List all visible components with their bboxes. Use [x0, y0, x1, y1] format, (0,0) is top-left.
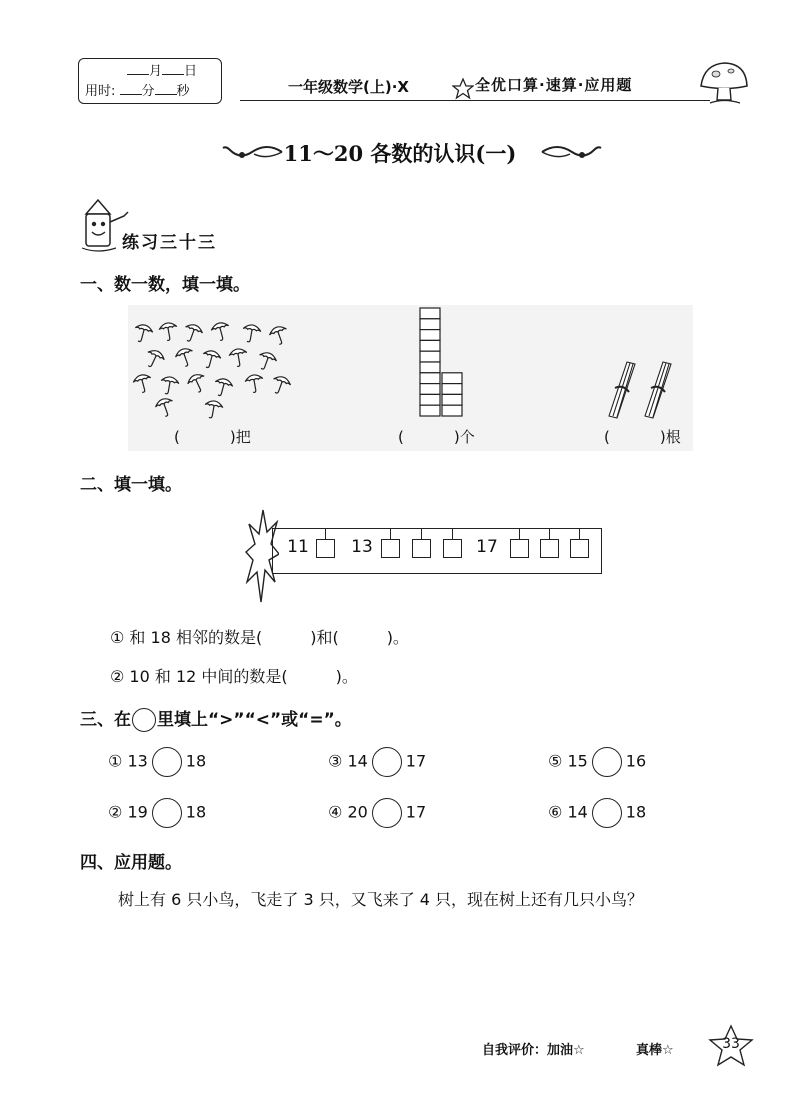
page-number: 33	[722, 1036, 740, 1052]
compare-circle[interactable]	[372, 798, 402, 828]
item-number: ⑤	[548, 751, 563, 771]
number-line-blank[interactable]	[443, 539, 462, 558]
number-line-value: 17	[476, 537, 498, 557]
left-number: 15	[567, 751, 588, 771]
right-number: 18	[185, 751, 207, 771]
compare-item	[548, 747, 646, 777]
self-evaluation-label: 自我评价：加油☆	[482, 1043, 585, 1058]
time-label: 用时:	[85, 84, 116, 99]
right-number: 18	[625, 802, 647, 822]
left-number: 20	[347, 802, 368, 822]
compare-circle[interactable]	[372, 747, 402, 777]
section4-title: 四、应用题。	[80, 853, 182, 873]
right-number: 17	[405, 802, 427, 822]
umbrella-count-blank[interactable]	[174, 426, 251, 447]
second-label: 秒	[176, 84, 190, 99]
number-line-value: 11	[287, 537, 309, 557]
page-title: 11～20 各数的认识(一)	[283, 141, 517, 166]
compare-item	[108, 798, 206, 828]
number-line	[272, 528, 602, 574]
series-slogan: 全优口算·速算·应用题	[475, 76, 633, 94]
left-number: 13	[127, 751, 148, 771]
star-icon	[452, 78, 474, 100]
number-line-blank[interactable]	[316, 539, 335, 558]
umbrellas-figure	[128, 318, 298, 423]
compare-circle[interactable]	[592, 798, 622, 828]
paren-open: (	[174, 428, 180, 446]
stick-count-blank[interactable]	[604, 426, 681, 447]
compare-circle[interactable]	[152, 747, 182, 777]
right-ornament-icon	[540, 138, 602, 166]
number-line-value: 13	[351, 537, 373, 557]
cubes-figure	[418, 306, 466, 418]
right-number: 17	[405, 751, 427, 771]
stick-unit-label: )根	[659, 428, 681, 446]
section3-title-suffix: 里填上“>”“<”或“=”。	[157, 710, 352, 730]
question-neighbors-18[interactable]: ① 和 18 相邻的数是( )和( )。	[110, 628, 409, 647]
compare-circle[interactable]	[592, 747, 622, 777]
great-label: 真棒☆	[636, 1043, 674, 1058]
paren-open: (	[398, 428, 404, 446]
compare-item	[108, 747, 206, 777]
item-number: ⑥	[548, 802, 563, 822]
left-number: 19	[127, 802, 148, 822]
right-number: 18	[185, 802, 207, 822]
question-between-10-12[interactable]: ② 10 和 12 中间的数是( )。	[110, 667, 358, 686]
circle-blank-icon	[132, 708, 156, 732]
book-title: 一年级数学(上)·X	[288, 78, 409, 96]
item-number: ①	[108, 751, 123, 771]
item-number: ②	[108, 802, 123, 822]
paren-open: (	[604, 428, 610, 446]
number-line-blank[interactable]	[570, 539, 589, 558]
section3-title-prefix: 三、在	[80, 710, 131, 730]
number-line-blank[interactable]	[381, 539, 400, 558]
left-number: 14	[347, 751, 368, 771]
minute-label: 分	[141, 84, 155, 99]
date-time-box	[78, 58, 222, 104]
cube-count-blank[interactable]	[398, 426, 475, 447]
stick-bundles-figure	[605, 358, 690, 420]
left-number: 14	[567, 802, 588, 822]
compare-item	[328, 747, 426, 777]
exercise-title: 练习三十三	[122, 233, 217, 253]
item-number: ④	[328, 802, 343, 822]
number-line-blank[interactable]	[540, 539, 559, 558]
compare-circle[interactable]	[152, 798, 182, 828]
section1-title: 一、数一数，填一填。	[80, 275, 250, 295]
header-rule	[240, 100, 710, 101]
compare-item	[328, 798, 426, 828]
month-label: 月	[149, 64, 163, 79]
item-number: ③	[328, 751, 343, 771]
compare-item	[548, 798, 646, 828]
number-line-blank[interactable]	[412, 539, 431, 558]
section2-title: 二、填一填。	[80, 475, 182, 495]
right-number: 16	[625, 751, 647, 771]
cube-unit-label: )个	[453, 428, 475, 446]
day-label: 日	[184, 64, 198, 79]
number-line-blank[interactable]	[510, 539, 529, 558]
word-problem: 树上有 6 只小鸟，飞走了 3 只，又飞来了 4 只，现在树上还有几只小鸟？	[118, 890, 644, 909]
section3-title	[80, 705, 352, 732]
umbrella-unit-label: )把	[229, 428, 251, 446]
